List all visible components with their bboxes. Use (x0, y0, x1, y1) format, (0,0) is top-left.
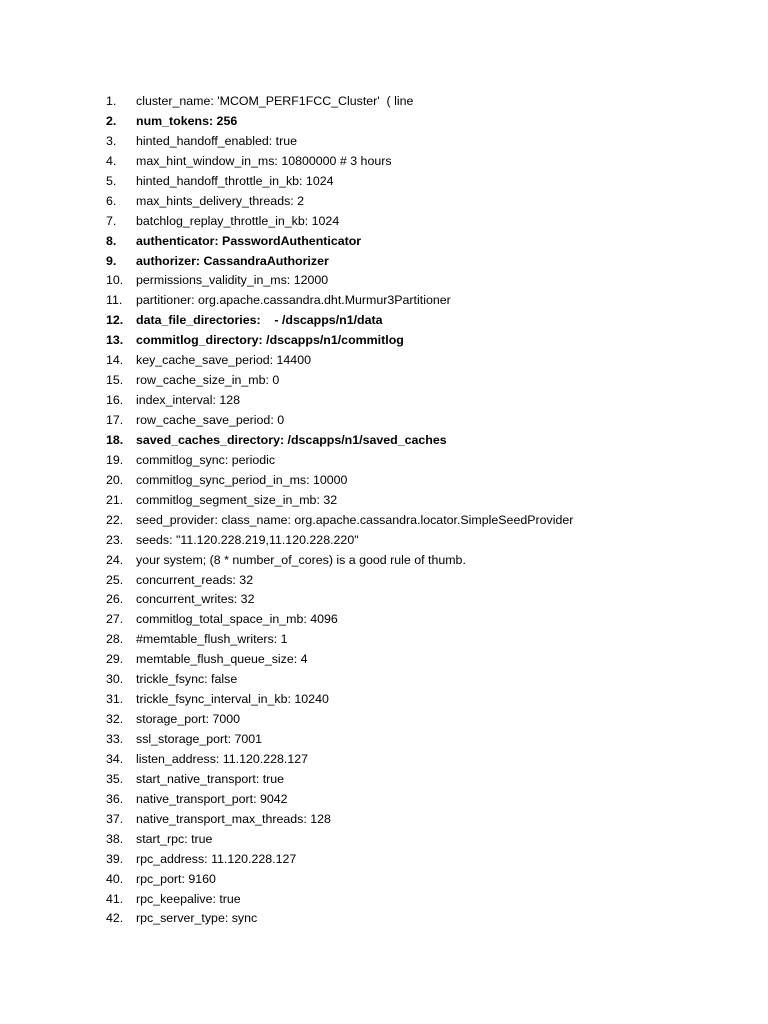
line-number: 18. (106, 432, 124, 447)
line-number: 40. (106, 871, 124, 886)
config-line (106, 391, 746, 411)
config-line (106, 291, 746, 311)
config-line-text: data_file_directories: - /dscapps/n1/data (136, 313, 383, 328)
config-line (106, 610, 746, 630)
config-line-text: concurrent_writes: 32 (136, 592, 255, 607)
line-number: 10. (106, 273, 124, 288)
line-number: 27. (106, 612, 124, 627)
line-number: 30. (106, 672, 124, 687)
config-line (106, 132, 746, 152)
config-line (106, 909, 746, 929)
config-line-text: num_tokens: 256 (136, 113, 238, 128)
line-number: 21. (106, 492, 124, 507)
line-number: 19. (106, 452, 124, 467)
config-line-text: rpc_address: 11.120.228.127 (136, 851, 297, 866)
config-line (106, 192, 746, 212)
config-line-text: batchlog_replay_throttle_in_kb: 1024 (136, 213, 340, 228)
config-line-text: row_cache_save_period: 0 (136, 413, 285, 427)
config-line (106, 311, 746, 331)
config-line (106, 471, 746, 491)
config-line (106, 172, 746, 192)
config-line (106, 630, 746, 650)
line-number: 36. (106, 791, 124, 806)
line-number: 39. (106, 851, 124, 866)
config-line-text: cluster_name: 'MCOM_PERF1FCC_Cluster' ( line (136, 94, 414, 108)
config-line-text: row_cache_size_in_mb: 0 (136, 373, 280, 388)
config-line-text: start_rpc: true (136, 831, 213, 846)
config-line-list (106, 92, 746, 929)
config-line-text: concurrent_reads: 32 (136, 572, 254, 587)
config-line (106, 850, 746, 870)
config-line-text: seeds: "11.120.228.219,11.120.228.220" (136, 532, 359, 547)
config-line-text: key_cache_save_period: 14400 (136, 353, 311, 368)
line-number: 9. (106, 253, 117, 268)
config-line (106, 411, 746, 431)
config-line (106, 770, 746, 790)
config-line (106, 870, 746, 890)
config-line (106, 551, 746, 571)
config-line (106, 451, 746, 471)
line-number: 8. (106, 233, 117, 248)
config-line (106, 670, 746, 690)
line-number: 33. (106, 732, 124, 746)
config-line (106, 531, 746, 551)
config-line-text: hinted_handoff_enabled: true (136, 133, 297, 148)
config-line (106, 212, 746, 232)
line-number: 20. (106, 472, 124, 487)
line-number: 35. (106, 771, 124, 786)
line-number: 37. (106, 811, 124, 826)
config-line-text: authorizer: CassandraAuthorizer (136, 253, 329, 268)
line-number: 31. (106, 692, 124, 707)
config-line (106, 351, 746, 371)
config-line (106, 750, 746, 770)
config-line-text: commitlog_sync_period_in_ms: 10000 (136, 472, 348, 487)
config-line-text: seed_provider: class_name: org.apache.cassandra.locator.SimpleSeedProvider (136, 512, 574, 527)
config-line (106, 790, 746, 810)
line-number: 26. (106, 592, 124, 607)
config-line (106, 331, 746, 351)
line-number: 6. (106, 193, 117, 208)
config-line (106, 152, 746, 172)
line-number: 1. (106, 94, 117, 108)
config-line (106, 890, 746, 910)
config-line-text: commitlog_total_space_in_mb: 4096 (136, 612, 338, 627)
config-line-text: max_hint_window_in_ms: 10800000 # 3 hours (136, 153, 392, 168)
config-line-text: ssl_storage_port: 7001 (136, 732, 263, 746)
config-line (106, 810, 746, 830)
config-line (106, 710, 746, 730)
config-line (106, 730, 746, 750)
line-number: 11. (106, 293, 123, 308)
line-number: 4. (106, 153, 117, 168)
config-line-text: commitlog_segment_size_in_mb: 32 (136, 492, 338, 507)
line-number: 16. (106, 393, 124, 408)
line-number: 23. (106, 532, 124, 547)
line-number: 7. (106, 213, 117, 228)
config-line-text: native_transport_port: 9042 (136, 791, 288, 806)
config-line (106, 112, 746, 132)
config-line-text: authenticator: PasswordAuthenticator (136, 233, 362, 248)
line-number: 22. (106, 512, 124, 527)
config-line (106, 252, 746, 272)
line-number: 12. (106, 313, 124, 328)
config-line-text: #memtable_flush_writers: 1 (136, 632, 288, 647)
config-line (106, 92, 746, 112)
line-number: 17. (106, 413, 124, 427)
line-number: 2. (106, 113, 117, 128)
line-number: 24. (106, 552, 124, 567)
config-line-text: trickle_fsync: false (136, 672, 238, 687)
line-number: 28. (106, 632, 124, 647)
config-line (106, 232, 746, 252)
config-line-text: hinted_handoff_throttle_in_kb: 1024 (136, 173, 334, 188)
config-line (106, 491, 746, 511)
config-line-text: native_transport_max_threads: 128 (136, 811, 331, 826)
config-line-text: permissions_validity_in_ms: 12000 (136, 273, 329, 288)
line-number: 29. (106, 652, 124, 667)
config-line-text: rpc_keepalive: true (136, 891, 241, 906)
config-line (106, 571, 746, 591)
config-line-text: start_native_transport: true (136, 771, 285, 786)
config-line-text: trickle_fsync_interval_in_kb: 10240 (136, 692, 329, 707)
config-line-text: index_interval: 128 (136, 393, 241, 408)
config-line-text: max_hints_delivery_threads: 2 (136, 193, 305, 208)
line-number: 13. (106, 333, 124, 348)
line-number: 14. (106, 353, 124, 368)
line-number: 32. (106, 712, 124, 727)
line-number: 41. (106, 891, 124, 906)
config-line-text: listen_address: 11.120.228.127 (136, 751, 308, 766)
config-line (106, 371, 746, 391)
config-line-text: storage_port: 7000 (136, 712, 241, 727)
config-line (106, 590, 746, 610)
config-line (106, 271, 746, 291)
line-number: 38. (106, 831, 124, 846)
config-line-text: commitlog_sync: periodic (136, 452, 276, 467)
line-number: 3. (106, 133, 117, 148)
config-line (106, 511, 746, 531)
config-line-text: partitioner: org.apache.cassandra.dht.Murmur3Partitioner (136, 293, 451, 308)
config-line (106, 431, 746, 451)
line-number: 34. (106, 751, 124, 766)
line-number: 42. (106, 911, 124, 926)
config-line (106, 650, 746, 670)
config-line-text: your system; (8 * number_of_cores) is a good rule of thumb. (136, 552, 466, 567)
line-number: 5. (106, 173, 117, 188)
line-number: 15. (106, 373, 124, 388)
line-number: 25. (106, 572, 124, 587)
config-line (106, 690, 746, 710)
config-line-text: commitlog_directory: /dscapps/n1/commitlog (136, 333, 404, 348)
config-line-text: saved_caches_directory: /dscapps/n1/saved_caches (136, 432, 447, 447)
config-line (106, 830, 746, 850)
config-line-text: rpc_server_type: sync (136, 911, 258, 926)
config-line-text: rpc_port: 9160 (136, 871, 216, 886)
config-line-text: memtable_flush_queue_size: 4 (136, 652, 308, 667)
